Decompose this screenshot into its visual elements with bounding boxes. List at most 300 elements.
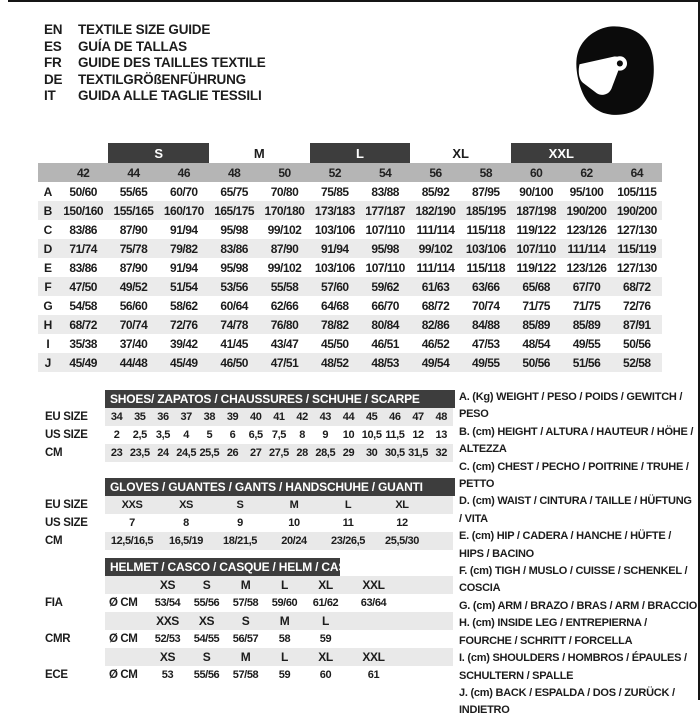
- helmet-value: 59/60: [271, 597, 298, 609]
- helmet-size-row: [45, 648, 455, 666]
- cell-value: 41: [273, 411, 285, 423]
- measure-value: 48/52: [321, 355, 349, 370]
- measure-value: 99/102: [267, 222, 302, 237]
- measure-value: 70/74: [472, 298, 500, 313]
- measure-value: 68/72: [69, 317, 97, 332]
- value-strip: [105, 408, 453, 426]
- measure-value: 84/88: [472, 317, 500, 332]
- size-letter: XS: [198, 614, 215, 628]
- cell-value: 4: [183, 429, 190, 441]
- measure-value: 107/110: [365, 260, 405, 275]
- cell-value: 30,5: [384, 447, 405, 459]
- cell-value: 25,5: [199, 447, 220, 459]
- measure-value: 95/98: [220, 222, 248, 237]
- helmet-value: 63/64: [360, 597, 387, 609]
- helmet-section-header: HELMET / CASCO / CASQUE / HELM / CASCO: [105, 558, 340, 576]
- language-title: GUÍA DE TALLAS: [78, 38, 187, 54]
- legend-entry: J. (cm) BACK / ESPALDA / DOS / ZURÜCK / INDIETRO: [459, 686, 675, 717]
- cell-value: 2: [113, 429, 120, 441]
- helmet-value: 58: [278, 633, 291, 645]
- measure-value: 83/86: [69, 222, 97, 237]
- cell-value: XL: [395, 499, 409, 511]
- table-row: [38, 220, 662, 239]
- cell-value: 26: [226, 447, 239, 459]
- measure-value: 53/56: [220, 279, 248, 294]
- legend-entry: G. (cm) ARM / BRAZO / BRAS / ARM / BRACCIO: [459, 599, 698, 612]
- cell-value: 27,5: [269, 447, 289, 459]
- measure-value: 56/60: [119, 298, 148, 313]
- helmet-value: 55/56: [193, 597, 220, 609]
- cell-value: 20/24: [281, 535, 307, 547]
- cell-value: 10,5: [361, 429, 382, 441]
- measure-value: 127/130: [616, 260, 657, 275]
- measure-value: 67/70: [572, 279, 601, 294]
- textile-measure-rows: [38, 182, 662, 372]
- measure-value: 75/85: [321, 184, 349, 199]
- size-letter: XXL: [362, 650, 385, 664]
- cell-value: 39: [226, 411, 239, 423]
- certification-label: FIA: [45, 597, 63, 609]
- helmet-value: 57/58: [232, 597, 259, 609]
- measure-value: 65/75: [220, 184, 248, 199]
- measure-value: 119/122: [516, 260, 556, 275]
- size-number: 50: [278, 165, 291, 180]
- cell-value: 10: [288, 517, 300, 529]
- measure-value: 50/60: [69, 184, 97, 199]
- measure-value: 160/170: [163, 203, 204, 218]
- measure-value: 49/54: [421, 355, 450, 370]
- measure-value: 50/56: [623, 336, 651, 351]
- cell-value: 12,5/16,5: [110, 535, 154, 547]
- cell-value: 8: [299, 429, 305, 441]
- measure-value: 45/49: [69, 355, 97, 370]
- measure-value: 72/76: [623, 298, 651, 313]
- value-strip: [105, 532, 453, 550]
- legend-entry: C. (cm) CHEST / PECHO / POITRINE / TRUHE / PETTO: [459, 460, 689, 491]
- measure-value: 39/42: [170, 336, 198, 351]
- size-letter: L: [281, 650, 288, 664]
- measure-value: 46/51: [371, 336, 399, 351]
- size-letter: S: [202, 578, 211, 592]
- unit-label: Ø CM: [109, 597, 138, 609]
- size-number: 56: [429, 165, 442, 180]
- language-code: EN: [44, 22, 63, 37]
- helmet-size-row: [45, 576, 455, 594]
- cell-value: S: [236, 499, 244, 511]
- cell-value: 28,5: [315, 447, 336, 459]
- measure-value: 60/64: [220, 298, 248, 313]
- size-number: 62: [580, 165, 593, 180]
- measure-row-label: C: [43, 222, 53, 237]
- measure-value: 165/175: [214, 203, 255, 218]
- table-row: [38, 201, 662, 220]
- size-group-label: XL: [452, 145, 469, 161]
- measure-value: 87/90: [119, 260, 148, 275]
- language-title: GUIDE DES TAILLES TEXTILE: [78, 55, 266, 70]
- measure-value: 47/50: [69, 279, 97, 294]
- measure-value: 49/55: [572, 336, 601, 351]
- cell-value: 24,5: [176, 447, 197, 459]
- language-row: [44, 39, 266, 56]
- measure-value: 50/56: [522, 355, 550, 370]
- table-row: [45, 426, 455, 444]
- cell-value: 30: [365, 447, 378, 459]
- legend-entry: A. (Kg) WEIGHT / PESO / POIDS / GEWITCH / PESO: [459, 391, 683, 421]
- measure-value: 85/89: [522, 317, 550, 332]
- language-row: [44, 55, 266, 72]
- measure-value: 54/58: [69, 298, 97, 313]
- value-strip: [105, 594, 453, 612]
- cell-value: 8: [183, 517, 189, 529]
- size-letter: M: [240, 650, 251, 664]
- measure-value: 91/94: [321, 241, 349, 256]
- measure-value: 103/106: [314, 260, 355, 275]
- cell-value: 16,5/19: [169, 535, 203, 547]
- language-row: [44, 22, 266, 39]
- table-row: [38, 258, 662, 277]
- helmet-section: [45, 558, 455, 684]
- measure-value: 55/65: [119, 184, 148, 199]
- measure-value: 59/62: [371, 279, 399, 294]
- cell-value: L: [344, 499, 352, 511]
- measure-value: 177/187: [365, 203, 406, 218]
- measure-value: 63/66: [472, 279, 500, 294]
- language-title: TEXTILGRÖßENFÜHRUNG: [78, 71, 246, 87]
- measure-value: 80/84: [371, 317, 399, 332]
- helmet-value: 61: [367, 669, 380, 681]
- table-row: [45, 444, 455, 462]
- measure-value: 173/183: [314, 203, 355, 218]
- measure-value: 107/110: [365, 222, 405, 237]
- helmet-value: 60: [319, 669, 332, 681]
- size-group-label: S: [108, 143, 209, 163]
- measure-value: 43/47: [270, 336, 299, 351]
- measure-value: 62/66: [270, 298, 299, 313]
- measure-value: 49/52: [119, 279, 148, 294]
- cell-value: 40: [250, 411, 262, 423]
- helmet-value-row: [45, 594, 455, 612]
- size-letter: XXS: [156, 614, 179, 628]
- cell-value: 11,5: [385, 429, 405, 441]
- table-row: [38, 296, 662, 315]
- measure-value: 91/94: [170, 260, 198, 275]
- language-title: GUIDA ALLE TAGLIE TESSILI: [78, 88, 262, 103]
- cell-value: 11: [342, 517, 354, 529]
- cell-value: 43: [319, 411, 331, 423]
- table-row: [38, 334, 662, 353]
- measure-value: 75/78: [119, 241, 148, 256]
- measure-value: 95/98: [371, 241, 399, 256]
- legend-entry: I. (cm) SHOULDERS / HOMBROS / ÉPAULES / SCHULTERN / SPALLE: [459, 652, 687, 682]
- measure-value: 66/70: [371, 298, 399, 313]
- measure-value: 103/106: [314, 222, 355, 237]
- measure-row-label: B: [43, 203, 53, 218]
- measure-value: 74/78: [220, 317, 248, 332]
- cell-value: 38: [203, 411, 216, 423]
- language-title: TEXTILE SIZE GUIDE: [78, 22, 211, 37]
- size-letter: M: [240, 578, 251, 592]
- cell-value: 25,5/30: [385, 535, 419, 547]
- measure-value: 115/118: [466, 222, 506, 237]
- cell-value: 5: [206, 429, 213, 441]
- size-letter: L: [281, 578, 288, 592]
- value-strip: [105, 630, 453, 648]
- measure-value: 95/98: [220, 260, 248, 275]
- measure-value: 115/119: [617, 241, 657, 256]
- cell-value: 35: [134, 411, 146, 423]
- measure-value: 60/70: [170, 184, 198, 199]
- measure-value: 70/74: [119, 317, 148, 332]
- measure-value: 87/90: [119, 222, 148, 237]
- certification-label: CMR: [45, 633, 71, 645]
- cell-value: 23: [110, 447, 123, 459]
- size-letter: M: [279, 614, 290, 628]
- measure-value: 68/72: [623, 279, 651, 294]
- measure-value: 65/68: [522, 279, 550, 294]
- measure-value: 47/53: [472, 336, 500, 351]
- legend-entry: F. (cm) TIGH / MUSLO / CUISSE / SCHENKEL / COSCIA: [459, 565, 688, 595]
- textile-size-number-row: [38, 163, 662, 182]
- measure-value: 115/118: [466, 260, 506, 275]
- measure-value: 57/60: [321, 279, 349, 294]
- measure-value: 52/58: [623, 355, 651, 370]
- size-letter-strip: [105, 576, 453, 594]
- size-group-label: L: [310, 143, 411, 163]
- size-group-label: M: [253, 145, 265, 161]
- measure-value: 99/102: [267, 260, 302, 275]
- legend-entry: B. (cm) HEIGHT / ALTURA / HAUTEUR / HÖHE / ALTEZZA: [459, 425, 694, 456]
- measure-value: 78/82: [321, 317, 349, 332]
- measure-value: 150/160: [63, 203, 104, 218]
- table-row: [38, 277, 662, 296]
- measure-value: 55/58: [270, 279, 299, 294]
- size-letter: S: [241, 614, 250, 628]
- row-label: US SIZE: [45, 429, 88, 441]
- size-letter: S: [202, 650, 211, 664]
- measure-value: 47/51: [270, 355, 299, 370]
- measure-value: 49/55: [472, 355, 500, 370]
- measure-value: 46/52: [421, 336, 450, 351]
- value-strip: [105, 496, 453, 514]
- measure-value: 48/54: [522, 336, 550, 351]
- textile-size-table: [38, 143, 662, 372]
- certification-label: ECE: [45, 669, 68, 681]
- measure-row-label: G: [43, 298, 53, 313]
- measure-value: 99/102: [418, 241, 453, 256]
- row-label: EU SIZE: [45, 411, 88, 423]
- size-letter: XL: [318, 578, 333, 592]
- measure-value: 87/95: [472, 184, 500, 199]
- shoes-section: [45, 390, 455, 462]
- measure-row-label: E: [43, 260, 52, 275]
- measure-value: 155/165: [113, 203, 154, 218]
- measure-row-label: H: [43, 317, 53, 332]
- cell-value: 37: [180, 411, 192, 423]
- legend-entry: D. (cm) WAIST / CINTURA / TAILLE / HÜFTUNG / VITA: [459, 495, 692, 525]
- gloves-rows: [45, 496, 455, 550]
- cell-value: 12: [412, 429, 424, 441]
- measure-value: 44/48: [119, 355, 148, 370]
- measure-value: 85/89: [572, 317, 601, 332]
- measurement-legend: [459, 389, 697, 720]
- cell-value: 46: [389, 411, 401, 423]
- size-number: 58: [479, 165, 492, 180]
- measure-value: 90/100: [519, 184, 553, 199]
- measure-value: 119/122: [516, 222, 556, 237]
- measure-value: 51/54: [170, 279, 198, 294]
- size-letter: XS: [159, 578, 176, 592]
- measure-value: 170/180: [264, 203, 305, 218]
- measure-value: 70/80: [270, 184, 299, 199]
- size-number: 46: [177, 165, 190, 180]
- cell-value: 18/21,5: [223, 535, 257, 547]
- cell-value: 9: [322, 429, 329, 441]
- measure-value: 182/190: [415, 203, 456, 218]
- value-strip: [105, 426, 453, 444]
- size-letter: XS: [159, 650, 176, 664]
- measure-value: 107/110: [516, 241, 556, 256]
- unit-label: Ø CM: [109, 633, 138, 645]
- measure-value: 79/82: [170, 241, 198, 256]
- helmet-size-row: [45, 612, 455, 630]
- gloves-section: [45, 478, 455, 550]
- cell-value: 2,5: [132, 429, 147, 441]
- helmet-value: 52/53: [154, 633, 181, 645]
- measure-value: 111/114: [567, 241, 606, 256]
- measure-value: 190/200: [616, 203, 657, 218]
- shoes-section-header: SHOES/ ZAPATOS / CHAUSSURES / SCHUHE / SCARPE: [105, 390, 455, 408]
- cell-value: 12: [396, 517, 408, 529]
- measure-value: 91/94: [170, 222, 198, 237]
- measure-value: 83/88: [371, 184, 399, 199]
- language-row: [44, 72, 266, 89]
- cell-value: 13: [435, 429, 447, 441]
- measure-value: 127/130: [616, 222, 657, 237]
- measure-row-label: F: [44, 279, 52, 294]
- measure-value: 87/91: [623, 317, 651, 332]
- language-row: [44, 88, 266, 105]
- row-label: EU SIZE: [45, 499, 88, 511]
- size-letter: XXL: [362, 578, 385, 592]
- measure-value: 190/200: [566, 203, 607, 218]
- measure-value: 58/62: [170, 298, 198, 313]
- cell-value: 44: [342, 411, 355, 423]
- cell-value: 23,5: [129, 447, 150, 459]
- cell-value: XS: [179, 499, 193, 511]
- cell-value: 36: [157, 411, 169, 423]
- language-code: DE: [44, 71, 63, 87]
- measure-value: 68/72: [421, 298, 450, 313]
- measure-value: 37/40: [119, 336, 148, 351]
- measure-value: 51/56: [572, 355, 601, 370]
- gloves-section-header: GLOVES / GUANTES / GANTS / HANDSCHUHE / GUANTI: [105, 478, 455, 496]
- measure-value: 87/90: [270, 241, 299, 256]
- helmet-value: 56/57: [232, 633, 259, 645]
- helmet-value: 57/58: [232, 669, 259, 681]
- size-letter-strip: [105, 648, 453, 666]
- legend-entry: H. (cm) INSIDE LEG / ENTREPIERNA / FOURCHE / SCHRITT / FORCELLA: [459, 617, 647, 647]
- measure-value: 82/86: [421, 317, 450, 332]
- table-row: [45, 532, 455, 550]
- row-label: CM: [45, 535, 63, 547]
- language-title-list: [44, 22, 266, 105]
- size-number: 42: [76, 165, 90, 180]
- cell-value: 3,5: [155, 429, 171, 441]
- size-group-label: XXL: [511, 143, 612, 163]
- measure-value: 45/50: [321, 336, 349, 351]
- measure-value: 46/50: [220, 355, 248, 370]
- cell-value: 24: [157, 447, 169, 459]
- size-number: 44: [127, 165, 140, 180]
- measure-value: 83/86: [69, 260, 97, 275]
- value-strip: [105, 514, 453, 532]
- cell-value: 48: [435, 411, 447, 423]
- helmet-value: 55/56: [193, 669, 220, 681]
- size-letter-strip: [105, 612, 453, 630]
- measure-value: 111/114: [416, 260, 455, 275]
- shoes-rows: [45, 408, 455, 462]
- legend-entry: E. (cm) HIP / CADERA / HANCHE / HÜFTE / HIPS / BACINO: [459, 530, 672, 560]
- helmet-value: 61/62: [312, 597, 339, 609]
- table-row: [45, 496, 455, 514]
- measure-value: 83/86: [220, 241, 248, 256]
- cell-value: 23/26,5: [331, 535, 365, 547]
- table-row: [38, 182, 662, 201]
- cell-value: 10: [342, 429, 355, 441]
- measure-value: 71/74: [69, 241, 97, 256]
- size-number: 60: [529, 165, 543, 180]
- unit-label: Ø CM: [109, 669, 138, 681]
- size-number: 52: [328, 165, 341, 180]
- cell-value: 6: [229, 429, 236, 441]
- cell-value: 27: [250, 447, 262, 459]
- measure-value: 185/195: [465, 203, 506, 218]
- helmet-value: 53: [161, 669, 174, 681]
- measure-value: 123/126: [566, 260, 607, 275]
- language-code: FR: [44, 55, 62, 70]
- size-number: 54: [378, 165, 392, 180]
- table-row: [45, 408, 455, 426]
- cell-value: 45: [365, 411, 378, 423]
- measure-value: 61/63: [421, 279, 450, 294]
- measure-value: 85/92: [421, 184, 450, 199]
- cell-value: 29: [342, 447, 355, 459]
- cell-value: 7,5: [271, 429, 286, 441]
- helmet-value-row: [45, 666, 455, 684]
- cell-value: 34: [110, 411, 123, 423]
- measure-value: 71/75: [522, 298, 550, 313]
- racing-helmet-icon: [572, 22, 656, 120]
- cell-value: 31,5: [408, 447, 428, 459]
- row-label: CM: [45, 447, 63, 459]
- helmet-rows: [45, 576, 455, 684]
- textile-group-header-row: [38, 143, 662, 163]
- table-row: [38, 353, 662, 372]
- size-number: 48: [227, 165, 241, 180]
- cell-value: XXS: [121, 499, 143, 511]
- cell-value: 7: [129, 517, 135, 529]
- table-row: [45, 514, 455, 532]
- measure-value: 72/76: [170, 317, 198, 332]
- measure-row-label: I: [46, 336, 50, 351]
- measure-value: 41/45: [220, 336, 248, 351]
- measure-value: 76/80: [270, 317, 299, 332]
- measure-row-label: D: [43, 241, 53, 256]
- measure-value: 105/115: [617, 184, 657, 199]
- cell-value: 9: [237, 517, 243, 529]
- table-row: [38, 239, 662, 258]
- cell-value: 28: [296, 447, 308, 459]
